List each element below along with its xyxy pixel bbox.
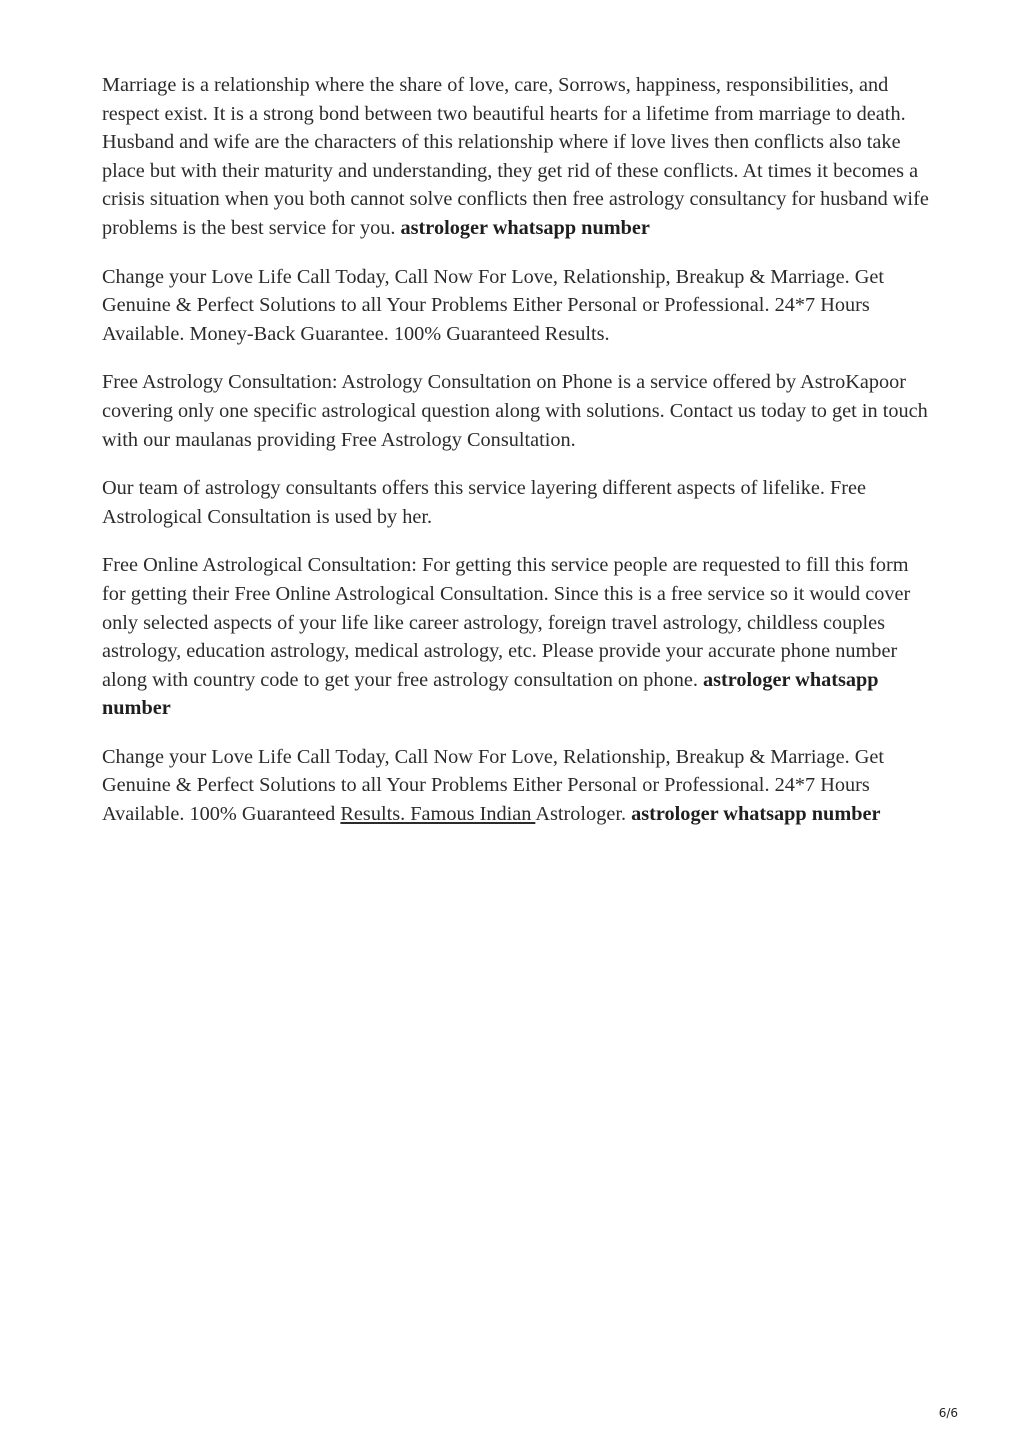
paragraph-love-life-2 [102,743,930,829]
document-body [102,71,930,849]
paragraph-text: Our team of astrology consultants offers this service layering different aspects of lifelike. Free Astrological Consultation is used by her. [102,477,867,528]
paragraph-team [102,474,930,531]
paragraph-text: Free Astrology Consultation: Astrology Consultation on Phone is a service offered by AstroKapoor covering only one specific astrological question along with solutions. Contact us today to get in touch with our maulanas providing Free Astrology Consultation. [102,371,928,451]
bold-keyword: astrologer whatsapp number [631,803,881,826]
paragraph-text: Free Online Astrological Consultation: For getting this service people are requested to fill this form for getting their Free Online Astrological Consultation. Since this is a free service so it would cover only selected aspects of your life like career astrology, foreign travel astrology, childless couples astrology, education astrology, medical astrology, etc. Please provide your accurate phone number along with country code to get your free astrology consultation on phone. [102,554,911,691]
paragraph-text: Astrologer. [535,803,632,826]
paragraph-text: Change your Love Life Call Today, Call Now For Love, Relationship, Breakup & Marriage. Get Genuine & Perfect Solutions to all Your Problems Either Personal or Professional. 24*7 Hours Available. Money-Back Guarantee. 100% Guaranteed Results. [102,265,885,345]
famous-indian-link[interactable]: Results. Famous Indian [340,803,536,826]
paragraph-online-consultation [102,551,930,723]
bold-keyword: astrologer whatsapp number [400,216,650,239]
bold-keyword: astrologer whatsapp number [102,668,879,720]
paragraph-love-life [102,263,930,349]
paragraph-text: Change your Love Life Call Today, Call Now For Love, Relationship, Breakup & Marriage. Get Genuine & Perfect Solutions to all Your Problems Either Personal or Professional. 24*7 Hours Available. 100% Guaranteed [102,745,885,826]
paragraph-marriage [102,71,930,243]
paragraph-text: Marriage is a relationship where the share of love, care, Sorrows, happiness, responsibilities, and respect exist. It is a strong bond between two beautiful hearts for a lifetime from marriage to death. Husband and wife are the characters of this relationship where if love lives then conflicts also take place but with their maturity and understanding, they get rid of these conflicts. At times it becomes a crisis situation when you both cannot solve conflicts then free astrology consultancy for husband wife problems is the best service for you. [102,74,929,239]
paragraph-free-consultation [102,368,930,454]
page-number: 6/6 [938,1406,958,1420]
